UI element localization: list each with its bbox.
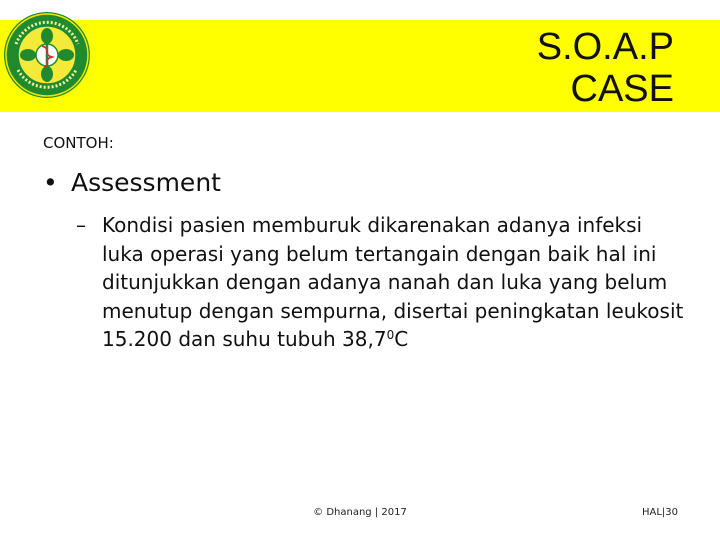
bullet-item [43,168,221,197]
footer-page-number: HAL|30 [641,507,678,518]
bullet-label: Assessment [71,168,221,197]
detail-unit: C [394,327,409,352]
stikes-logo-icon [2,10,92,100]
detail-superscript: 0 [386,328,395,343]
slide-title [537,26,674,110]
dash-icon: – [76,213,86,237]
title-line-2: CASE [570,68,674,110]
detail-text: Kondisi pasien memburuk dikarenakan adanya infeksi luka operasi yang belum tertangain dengan baik hal ini ditunjukkan dengan adanya nanah dan luka yang belum menutup dengan sempurna, disertai peningkatan leukosit 15.200 dan suhu tubuh 38,7 [102,213,684,352]
sub-bullet-item [76,211,688,354]
title-line-1: S.O.A.P [536,26,674,68]
footer-copyright: © Dhanang | 2017 [313,507,407,518]
subheading: CONTOH: [43,134,114,152]
bullet-dot-icon: • [43,168,58,197]
sub-bullet-text [102,211,688,354]
